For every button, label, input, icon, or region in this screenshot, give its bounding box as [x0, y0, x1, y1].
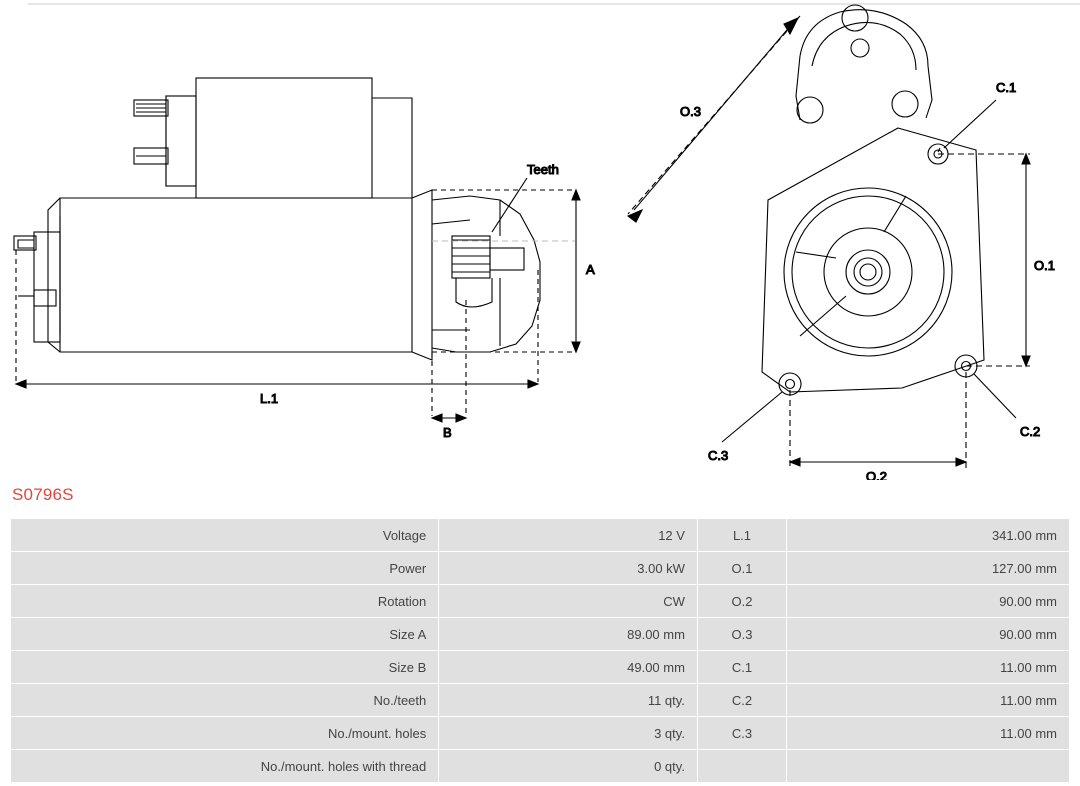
spec-value2-empty — [787, 750, 1070, 783]
spec-label2: C.1 — [697, 651, 786, 684]
spec-value2: 11.00 mm — [787, 717, 1070, 750]
spec-label: Size B — [11, 651, 439, 684]
table-row — [11, 651, 1070, 684]
table-row — [11, 750, 1070, 783]
dimension-o3-label: O.3 — [680, 104, 701, 119]
table-row — [11, 585, 1070, 618]
dimension-o2-label: O.2 — [866, 469, 887, 480]
spec-label2: C.2 — [697, 684, 786, 717]
table-row — [11, 684, 1070, 717]
spec-value: 49.00 mm — [439, 651, 698, 684]
specifications-table — [10, 518, 1070, 783]
callout-c2-label: C.2 — [1020, 424, 1041, 439]
callout-c1-label: C.1 — [996, 80, 1017, 95]
dimension-b-label: B — [443, 425, 452, 440]
spec-label2-empty — [697, 750, 786, 783]
spec-value2: 127.00 mm — [787, 552, 1070, 585]
spec-value: 3 qty. — [439, 717, 698, 750]
spec-label: No./teeth — [11, 684, 439, 717]
dimension-a-label: A — [586, 262, 595, 277]
table-row — [11, 519, 1070, 552]
spec-label: Rotation — [11, 585, 439, 618]
spec-value: 89.00 mm — [439, 618, 698, 651]
spec-value2: 11.00 mm — [787, 651, 1070, 684]
table-row — [11, 618, 1070, 651]
table-row — [11, 717, 1070, 750]
spec-value: 11 qty. — [439, 684, 698, 717]
spec-value2: 90.00 mm — [787, 585, 1070, 618]
spec-label: No./mount. holes with thread — [11, 750, 439, 783]
spec-label2: L.1 — [697, 519, 786, 552]
spec-value: 3.00 kW — [439, 552, 698, 585]
spec-label: Power — [11, 552, 439, 585]
spec-value2: 90.00 mm — [787, 618, 1070, 651]
spec-value2: 341.00 mm — [787, 519, 1070, 552]
table-row — [11, 552, 1070, 585]
spec-label: Size A — [11, 618, 439, 651]
spec-value: 0 qty. — [439, 750, 698, 783]
spec-value2: 11.00 mm — [787, 684, 1070, 717]
spec-label: No./mount. holes — [11, 717, 439, 750]
spec-label2: O.1 — [697, 552, 786, 585]
starter-side-view — [14, 4, 1080, 440]
spec-label2: O.2 — [697, 585, 786, 618]
teeth-label: Teeth — [527, 162, 559, 177]
starter-front-view — [628, 5, 1055, 480]
spec-label2: C.3 — [697, 717, 786, 750]
dimension-o1-label: O.1 — [1034, 258, 1055, 273]
spec-value: 12 V — [439, 519, 698, 552]
spec-value: CW — [439, 585, 698, 618]
spec-label2: O.3 — [697, 618, 786, 651]
spec-label: Voltage — [11, 519, 439, 552]
callout-c3-label: C.3 — [708, 448, 729, 463]
dimension-l1-label: L.1 — [260, 391, 279, 406]
part-code: S0796S — [12, 485, 74, 504]
